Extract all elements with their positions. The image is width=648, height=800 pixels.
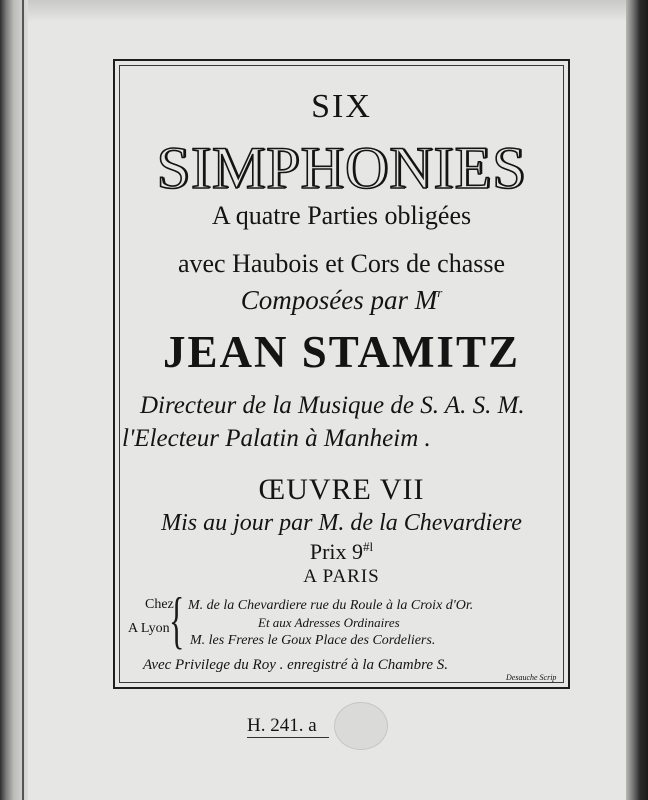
price-line [121,539,562,565]
title-six: SIX [311,88,372,125]
book-edge [626,0,648,800]
library-stamp [334,702,388,750]
chez-label: Chez [145,597,174,612]
lyon-label: A Lyon [128,621,170,636]
composer-role-line2: l'Electeur Palatin à Manheim . [122,425,431,452]
composer-name: JEAN STAMITZ [163,327,520,377]
shelfmark: H. 241. a [247,715,329,738]
spine-line [22,0,24,800]
composed-by-line [121,285,562,316]
city-line: A PARIS [303,566,380,587]
privilege-line: Avec Privilege du Roy . enregistré à la Chambre S. [143,657,449,673]
price-sup: #l [363,539,374,554]
brace-icon: { [169,584,185,655]
opus-number: ŒUVRE VII [258,473,425,506]
composed-by-text: Composées par M [240,285,438,315]
address-line2: Et aux Adresses Ordinaires [258,615,400,630]
address-line1: M. de la Chevardiere rue du Roule à la Croix d'Or. [188,598,474,613]
engraver-signature: Desauche Scrip [506,673,557,682]
subtitle-parties: A quatre Parties obligées [211,201,472,230]
publisher-line: Mis au jour par M. de la Chevardiere [161,510,522,536]
composed-by-sup: r [437,285,443,300]
price-text: Prix 9 [309,539,364,564]
page-shadow [28,0,626,22]
composer-role-line1: Directeur de la Musique de S. A. S. M. [140,392,525,419]
address-line3: M. les Freres le Goux Place des Cordeliers. [190,633,436,648]
title-simphonies: SIMPHONIES [156,135,527,201]
subtitle-instruments: avec Haubois et Cors de chasse [177,249,506,278]
